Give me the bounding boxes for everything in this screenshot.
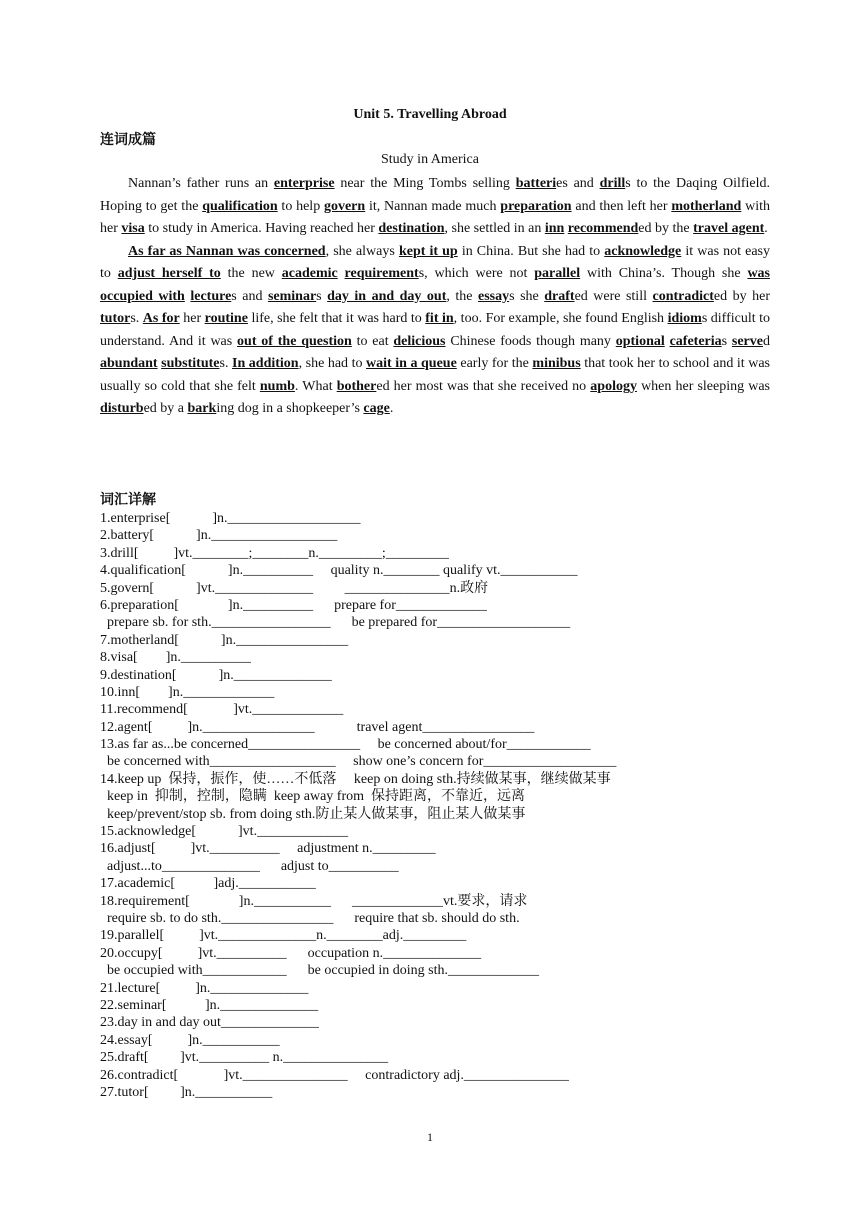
passage-text: ed were still [574,288,653,304]
keyword: preparation [500,198,572,214]
unit-title: Unit 5. Travelling Abroad [353,107,507,122]
passage-text: when her sleeping was [636,378,770,394]
vocab-item: 25.draft[ ]vt.__________ n._______________ [100,1050,389,1066]
keyword: destination [378,221,445,236]
passage-text: s. [219,356,232,371]
passage-text: life, she felt that it was hard to [247,311,426,326]
passage-text: . [389,401,394,416]
keyword: seminar [267,288,317,304]
vocab-item: 3.drill[ ]vt.________;________n._________;_________ [100,545,449,561]
vocab-item: 5.govern[ ]vt.______________ _______________n.政府 [100,580,489,596]
vocab-item: 15.acknowledge[ ]vt._____________ [100,824,349,840]
keyword: tutor [100,311,131,326]
keyword: idiom [667,311,702,326]
vocab-item: 26.contradict[ ]vt._______________ contradictory adj._______________ [100,1067,569,1083]
vocab-item: keep in 抑制，控制，隐瞒 keep away from 保持距离，不靠近，远离 [100,789,525,805]
keyword: As for [142,311,180,326]
passage [100,173,770,421]
keyword: acknowledge [604,243,682,259]
vocab-item: prepare sb. for sth._________________ be prepared for___________________ [100,615,571,631]
passage-text: s she [509,288,545,304]
keyword: numb [259,378,295,394]
passage-text: it, Nannan made much [365,198,501,214]
vocab-item: 6.preparation[ ]n.__________ prepare for_____________ [100,597,487,613]
vocab-item: 12.agent[ ]n.________________ travel agent________________ [100,719,535,735]
passage-text: ed her most was that she received no [376,378,591,394]
passage-text: , too. For example, she found English [453,311,668,326]
passage-text: with her [100,198,770,236]
passage-text: , she settled in an [444,221,545,236]
passage-text: her [179,311,205,326]
keyword: day in and day out [327,288,447,304]
passage-text: s. [130,311,143,326]
vocab-item: 23.day in and day out______________ [100,1015,319,1031]
passage-text: the new [220,266,282,281]
keyword: bother [336,378,377,394]
vocab-item: require sb. to do sth.________________ require that sb. should do sth. [100,910,520,926]
section-heading-passage: 连词成篇 [100,132,156,148]
passage-text: s to the Daqing Oilfield. Hoping to get the [100,176,771,214]
vocab-item: 16.adjust[ ]vt.__________ adjustment n._________ [100,841,436,857]
passage-text: , she had to [298,356,367,371]
passage-text: . What [294,378,337,394]
keyword: inn [544,221,565,236]
keyword: batteri [515,176,557,191]
vocab-item: 17.academic[ ]adj.___________ [100,876,316,892]
keyword: out of the question [237,333,352,349]
keyword: wait in a queue [366,356,457,371]
keyword: cage [363,401,390,416]
passage-text: and then left her [571,198,672,214]
passage-text: to eat [351,333,394,349]
passage-text: s [721,333,732,349]
vocab-item: 21.lecture[ ]n.______________ [100,980,309,996]
keyword: govern [323,198,366,214]
passage-text: s difficult to understand. And it was [100,311,771,349]
keyword: optional [615,333,665,349]
passage-text: s and [231,288,268,304]
vocab-item: 8.visa[ ]n.__________ [100,650,251,666]
keyword: routine [204,311,248,326]
vocab-item: 20.occupy[ ]vt.__________ occupation n.______________ [100,945,482,961]
section-heading-vocabulary: 词汇详解 [100,492,156,508]
vocab-item: 22.seminar[ ]n.______________ [100,997,319,1013]
passage-text: with China’s. Though she [580,266,748,281]
passage-text: es and [556,176,600,191]
keyword: parallel [534,266,581,281]
keyword: disturb [100,401,144,416]
passage-title: Study in America [381,152,479,167]
keyword: visa [121,221,145,236]
keyword: In addition [232,356,299,371]
keyword: abundant [100,356,158,371]
vocab-item: keep/prevent/stop sb. from doing sth.防止某人做某事，阻止某人做某事 [100,806,526,822]
keyword: lecture [190,288,232,304]
keyword: requirement [344,266,419,281]
keyword: draft [544,288,575,304]
vocab-item: 1.enterprise[ ]n.___________________ [100,511,361,526]
vocab-item: be occupied with____________ be occupied in doing sth._____________ [100,963,539,979]
keyword: was occupied with [100,266,770,304]
vocab-item: 13.as far as...be concerned________________ be concerned about/for____________ [100,737,591,753]
vocab-item: be concerned with__________________ show one’s concern for___________________ [100,754,617,770]
keyword: recommend [567,221,639,236]
passage-text: near the Ming Tombs selling [334,176,516,191]
vocab-item: 11.recommend[ ]vt._____________ [100,702,344,718]
passage-text: s, which were not [418,266,535,281]
passage-text: Chinese foods though many [445,333,616,349]
vocab-item: 14.keep up 保持，振作，使……不低落 keep on doing sth.持续做某事，继续做某事 [100,771,611,787]
keyword: bark [187,401,217,416]
keyword: adjust herself to [117,266,221,281]
vocab-item: 19.parallel[ ]vt.______________n.________adj._________ [100,928,467,944]
keyword: serve [731,333,763,349]
vocab-item: 24.essay[ ]n.___________ [100,1032,280,1048]
keyword: As far as Nannan was concerned [128,243,326,259]
passage-text: in China. But she had to [457,243,605,259]
keyword: contradict [652,288,714,304]
passage-paragraph [100,241,770,421]
keyword: minibus [532,356,581,371]
passage-text: , she always [325,243,399,259]
vocab-item: 27.tutor[ ]n.___________ [100,1084,273,1100]
passage-text: early for the [456,356,533,371]
keyword: travel agent [693,221,765,236]
vocab-item: 4.qualification[ ]n.__________ quality n.________ qualify vt.___________ [100,563,578,579]
keyword: apology [590,378,637,394]
page-number: 1 [427,1130,433,1144]
keyword: fit in [425,311,454,326]
vocab-item: 2.battery[ ]n.__________________ [100,528,338,544]
passage-paragraph [100,173,770,241]
keyword: academic [281,266,338,281]
passage-text: ed by her [713,288,771,304]
passage-text: d [762,333,770,349]
keyword: cafeteria [669,333,722,349]
passage-text: ed by a [143,401,188,416]
passage-text: s [316,288,328,304]
keyword: substitute [161,356,220,371]
passage-text: ing dog in a shopkeeper’s [216,401,364,416]
passage-text: ed by the [638,221,694,236]
vocab-item: 7.motherland[ ]n.________________ [100,632,349,648]
passage-text: to help [277,198,324,214]
passage-text [338,266,345,281]
keyword: qualification [202,198,278,214]
vocabulary-list [100,510,800,1101]
vocab-item: 10.inn[ ]n._____________ [100,684,275,700]
keyword: enterprise [273,176,335,191]
passage-text: . [764,221,768,236]
vocab-item: 18.requirement[ ]n.___________ _____________vt.要求，请求 [100,893,528,909]
keyword: motherland [671,198,742,214]
keyword: kept it up [398,243,458,259]
keyword: essay [478,288,510,304]
vocab-item: 9.destination[ ]n.______________ [100,667,332,683]
vocab-item: adjust...to______________ adjust to__________ [100,858,399,874]
passage-text: , the [446,288,478,304]
keyword: drill [599,176,626,191]
passage-text: it was not easy to [100,243,770,281]
keyword: delicious [393,333,446,349]
passage-text: Nannan’s father runs an [128,176,274,191]
passage-text: to study in America. Having reached her [144,221,379,236]
passage-text: that took her to school and it was usually so cold that she felt [100,356,770,394]
